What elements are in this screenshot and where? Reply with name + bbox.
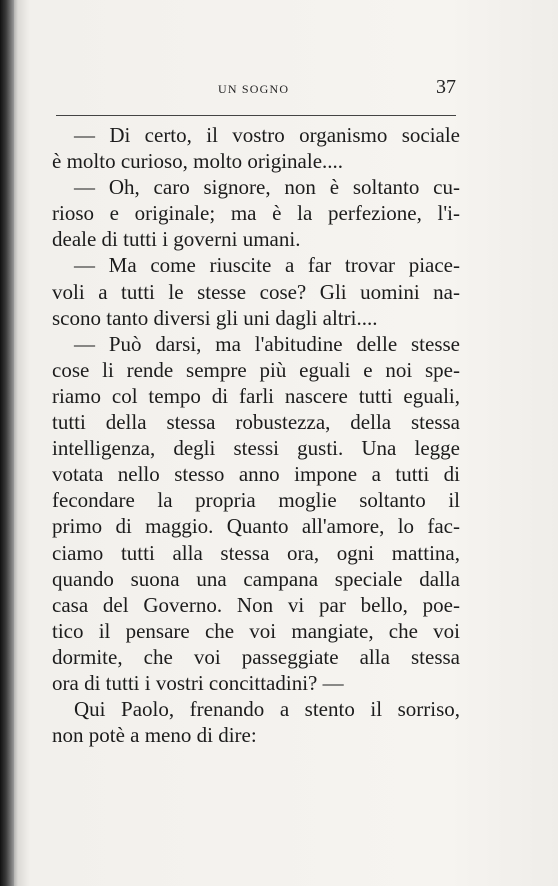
header-rule xyxy=(56,115,456,116)
text-line: ora di tutti i vostri concittadini? — xyxy=(52,670,344,695)
text-line: tutti della stessa robustezza, della stessa xyxy=(52,410,460,435)
text-line: dormite, che voi passeggiate alla stessa xyxy=(52,644,460,669)
text-line: votata nello stesso anno impone a tutti di xyxy=(52,462,460,487)
page-number: 37 xyxy=(436,76,456,98)
text-line: primo di maggio. Quanto all'amore, lo fac- xyxy=(52,514,460,539)
text-line: voli a tutti le stesse cose? Gli uomini na- xyxy=(52,279,460,304)
text-line: ciamo tutti alla stessa ora, ogni mattina, xyxy=(52,540,460,565)
text-line: cose li rende sempre più eguali e noi spe- xyxy=(52,357,460,382)
text-line: intelligenza, degli stessi gusti. Una legge xyxy=(52,436,460,461)
text-line: deale di tutti i governi umani. xyxy=(52,227,301,252)
text-line: casa del Governo. Non vi par bello, poe- xyxy=(52,592,460,617)
text-line: — Oh, caro signore, non è soltanto cu- xyxy=(74,175,460,200)
body-text xyxy=(52,122,460,748)
text-line: — Di certo, il vostro organismo sociale xyxy=(74,123,460,147)
text-line: fecondare la propria moglie soltanto il xyxy=(52,488,460,513)
text-line: — Ma come riuscite a far trovar piace- xyxy=(74,253,460,278)
text-line: riamo col tempo di farli nascere tutti eguali, xyxy=(52,383,460,408)
text-line: rioso e originale; ma è la perfezione, l'i- xyxy=(52,201,460,226)
text-line: — Può darsi, ma l'abitudine delle stesse xyxy=(74,331,460,356)
text-line: Qui Paolo, frenando a stento il sorriso, xyxy=(74,697,460,722)
text-line: non potè a meno di dire: xyxy=(52,723,257,748)
page-header xyxy=(0,78,558,102)
book-spine-shadow xyxy=(0,0,14,886)
text-line: quando suona una campana speciale dalla xyxy=(52,566,460,591)
text-line: scono tanto diversi gli uni dagli altri.... xyxy=(52,305,378,330)
text-line: è molto curioso, molto originale.... xyxy=(52,149,344,174)
text-line: tico il pensare che voi mangiate, che voi xyxy=(52,618,460,643)
running-title: UN SOGNO xyxy=(218,82,290,96)
